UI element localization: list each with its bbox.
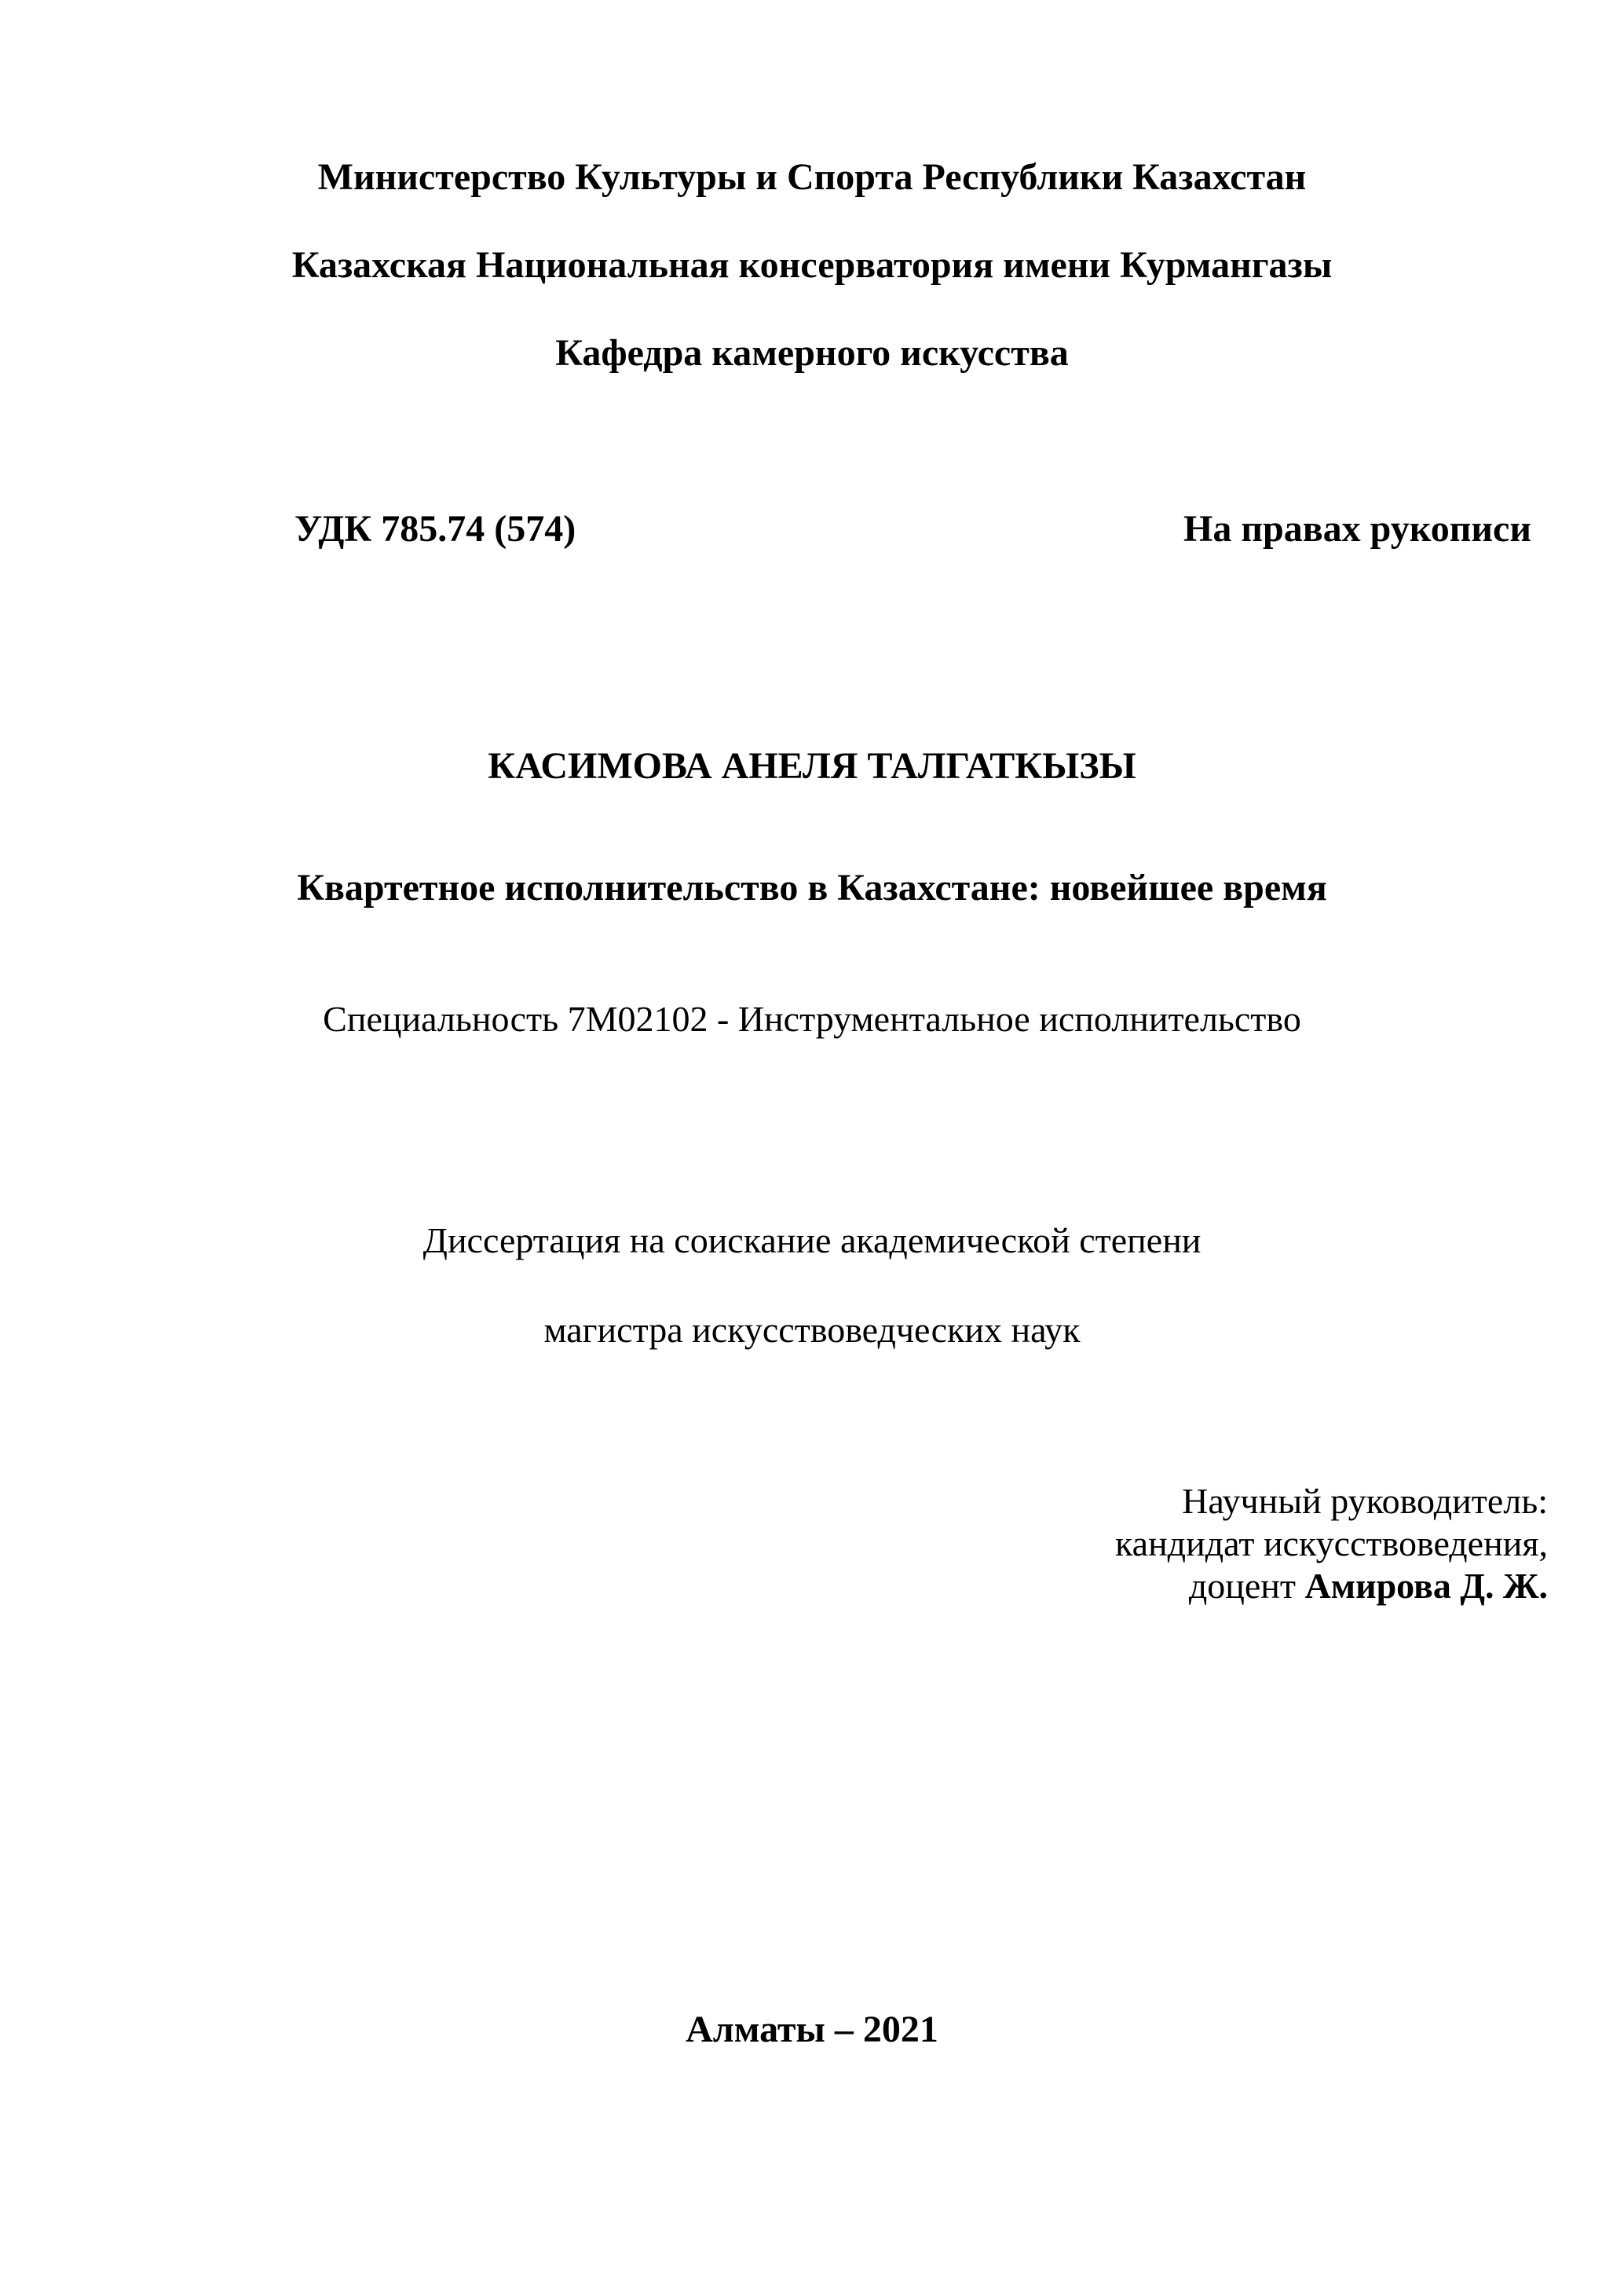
- dissertation-title: Квартетное исполнительство в Казахстане: новейшее время: [297, 867, 1327, 909]
- city-year: Алматы – 2021: [686, 2009, 938, 2050]
- author-name: КАСИМОВА АНЕЛЯ ТАЛГАТКЫЗЫ: [488, 745, 1136, 787]
- supervisor-name: Амирова Д. Ж.: [1304, 1566, 1548, 1606]
- manuscript-rights-note: На правах рукописи: [1183, 508, 1531, 550]
- department-heading: Кафедра камерного искусства: [555, 332, 1069, 374]
- degree-line-1: Диссертация на соискание академической степени: [422, 1220, 1202, 1260]
- conservatory-heading: Казахская Национальная консерватория имени Курмангазы: [291, 244, 1333, 286]
- ministry-heading: Министерство Культуры и Спорта Республики Казахстан: [317, 156, 1307, 198]
- supervisor-title: кандидат искусствоведения,: [1115, 1523, 1548, 1563]
- specialty-line: Специальность 7М02102 - Инструментальное исполнительство: [323, 999, 1301, 1039]
- supervisor-label: Научный руководитель:: [1182, 1481, 1548, 1521]
- supervisor-position: доцент: [1188, 1566, 1297, 1606]
- udk-code: УДК 785.74 (574): [294, 508, 576, 550]
- supervisor-name-line: [1115, 1565, 1548, 1607]
- supervisor-block: [1115, 1480, 1548, 1607]
- degree-line-2: магистра искусствоведческих наук: [543, 1310, 1081, 1350]
